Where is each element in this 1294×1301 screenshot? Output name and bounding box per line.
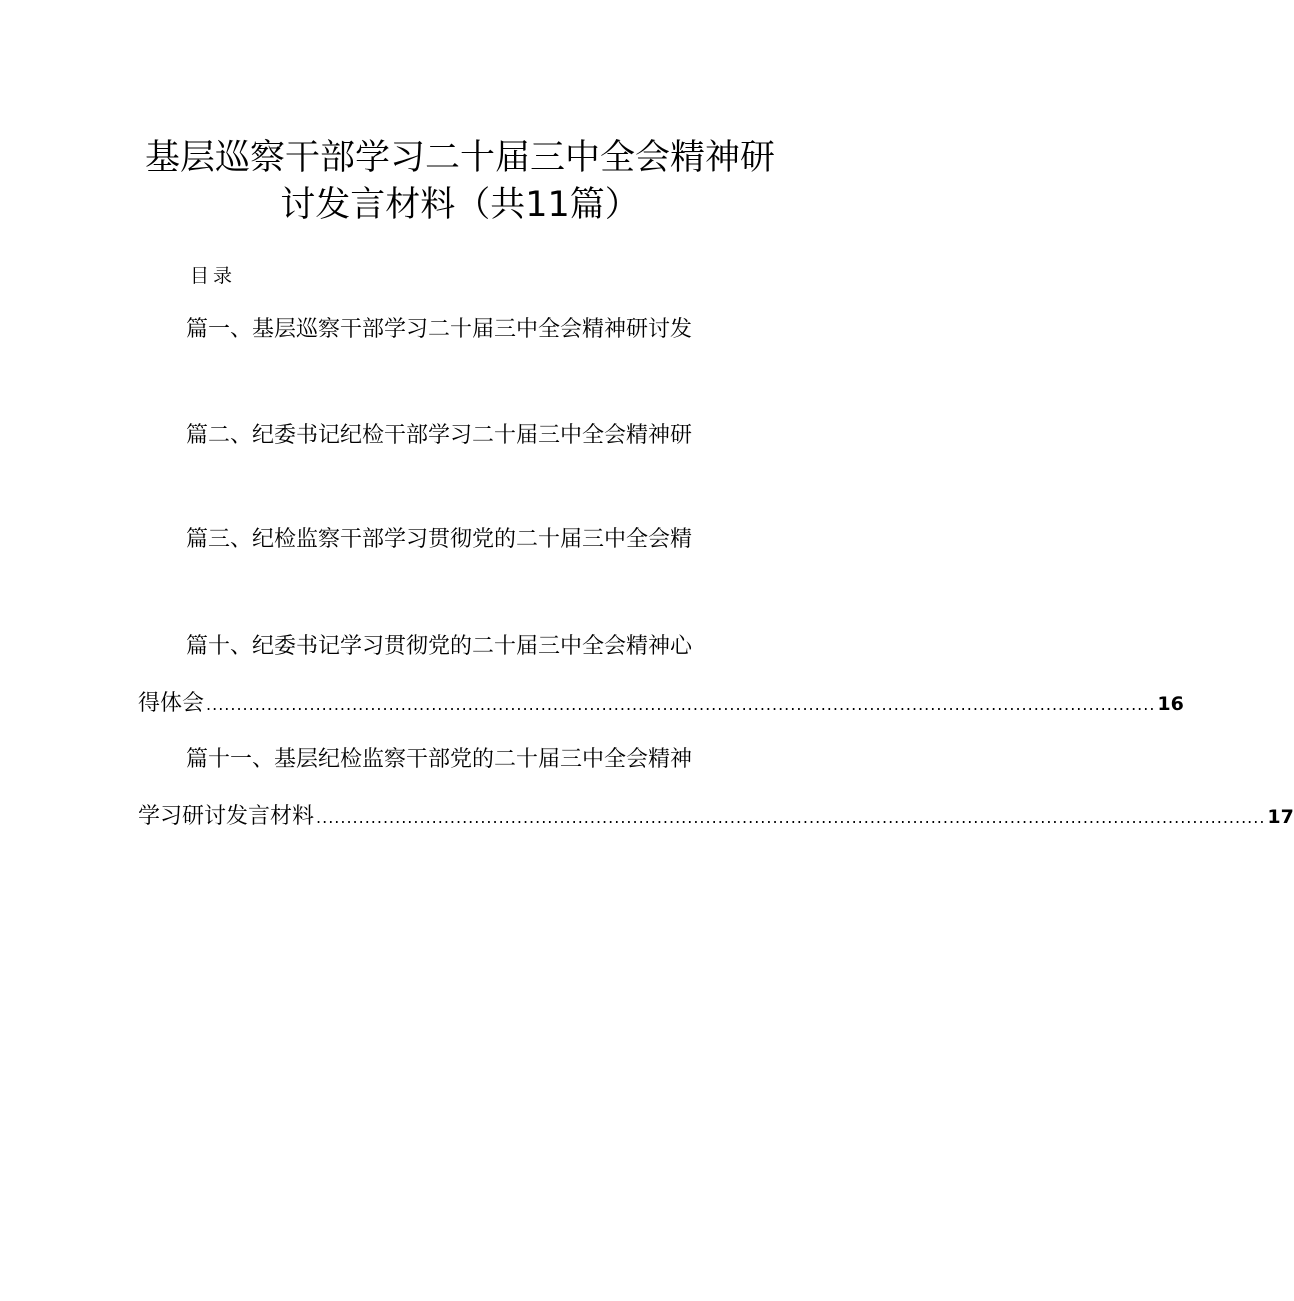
toc-entry-2: 篇二、纪委书记纪检干部学习二十届三中全会精神研 <box>186 423 693 448</box>
toc-entry-4: 篇十、纪委书记学习贯彻党的二十届三中全会精神心 <box>186 634 693 659</box>
toc-entry-5: 篇十一、基层纪检监察干部党的二十届三中全会精神 <box>186 747 693 772</box>
toc-leader-dots: ............................................................................................................................................................ <box>316 808 1266 827</box>
toc-entry-5-page: 17 <box>1267 806 1294 828</box>
document-title-line-2: 讨发言材料（共11篇） <box>280 185 640 225</box>
toc-heading: 目录 <box>190 265 237 287</box>
toc-entry-1: 篇一、基层巡察干部学习二十届三中全会精神研讨发 <box>186 317 693 342</box>
toc-entry-4-page: 16 <box>1157 693 1184 715</box>
toc-entry-5-text: 学习研讨发言材料 <box>138 804 315 829</box>
toc-entry-4-text: 得体会 <box>138 691 205 716</box>
document-title-line-1: 基层巡察干部学习二十届三中全会精神研 <box>144 138 775 178</box>
toc-entry-4-continued <box>138 690 1184 719</box>
toc-entry-3: 篇三、纪检监察干部学习贯彻党的二十届三中全会精 <box>186 527 693 552</box>
toc-leader-dots: ............................................................................................................................................................ <box>206 695 1156 714</box>
toc-entry-5-continued <box>138 803 1294 832</box>
